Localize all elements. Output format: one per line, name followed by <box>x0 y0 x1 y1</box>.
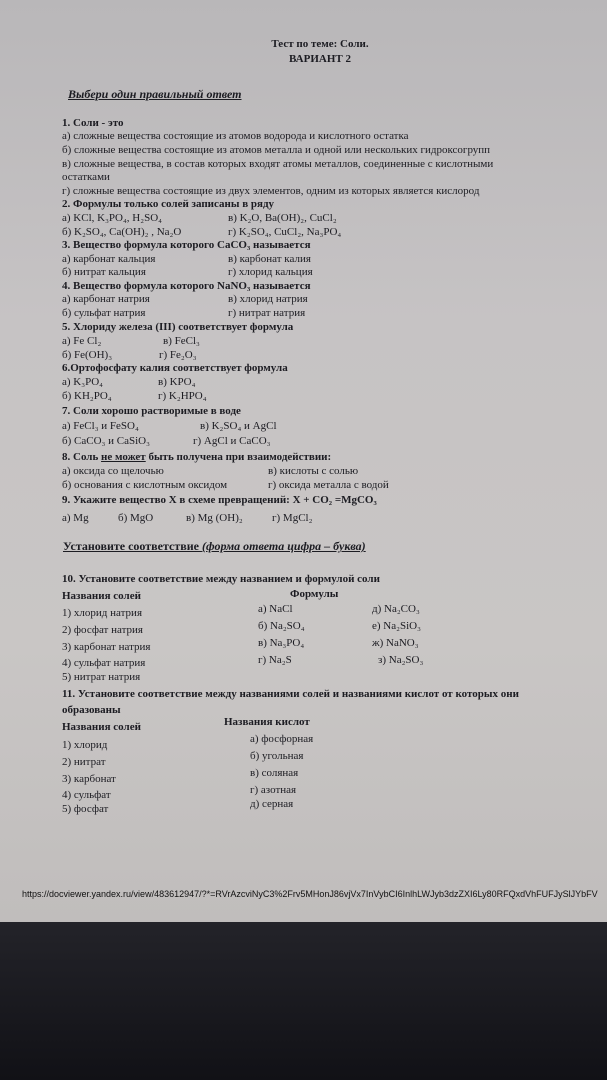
q11-acid-g: г) азотная <box>250 784 297 796</box>
q8-negation: не может <box>101 451 146 463</box>
q9-option-b: б) MgO <box>118 512 154 524</box>
footer-url: https://docviewer.yandex.ru/view/483612947/?*=RVrAzcviNyC3%2Frv5MHonJ86vjVx7InVybCI6InlhLWJyb3dzZXI6Ly80RFQxdVhFUFJySlJYbFV <box>22 889 598 899</box>
q10-formula-a: а) NaCl <box>258 603 293 615</box>
q8-option-v: в) кислоты с солью <box>268 465 359 477</box>
q6-option-a: а) K₃PO₄ <box>62 376 103 388</box>
question-6: 6.Ортофосфату калия соответствует формула <box>62 362 288 374</box>
q3-option-a: а) карбонат кальция <box>62 253 156 265</box>
question-8 <box>62 451 331 464</box>
q10-name-2: 2) фосфат натрия <box>62 624 143 636</box>
q3-option-b: б) нитрат кальция <box>62 266 146 278</box>
q2-option-b: б) K₂SO₄, Ca(OH)₂ , Na₂O <box>62 226 182 238</box>
question-5: 5. Хлориду железа (III) соответствует формула <box>62 321 294 333</box>
q11-acids-header: Названия кислот <box>224 716 310 728</box>
q9-option-v: в) Mg (OH)₂ <box>186 512 243 524</box>
q10-name-1: 1) хлорид натрия <box>62 607 143 619</box>
q10-name-5: 5) нитрат натрия <box>62 671 141 683</box>
q1-option-c: в) сложные вещества, в состав которых входят атомы металлов, соединенные с кислотными <box>62 158 494 170</box>
q1-option-b: б) сложные вещества состоящие из атомов металла и одной или нескольких гидроксогрупп <box>62 144 491 156</box>
q8-option-g: г) оксида металла с водой <box>268 479 389 491</box>
question-10: 10. Установите соответствие между названием и формулой соли <box>62 573 380 585</box>
q10-formula-g: г) Na₂S <box>258 654 292 666</box>
q10-formula-d: д) Na₂CO₃ <box>372 603 420 615</box>
q5-option-g: г) Fe₂O₃ <box>159 349 197 361</box>
q8-text-post: быть получена при взаимодействии: <box>145 451 332 463</box>
q10-formula-e: е) Na₂SiO₃ <box>372 620 421 632</box>
question-11: 11. Установите соответствие между названиями солей и названиями кислот от которых они <box>62 688 519 700</box>
q11-name-2: 2) нитрат <box>62 756 106 768</box>
q3-option-v: в) карбонат калия <box>228 253 311 265</box>
question-1: 1. Соли - это <box>62 117 124 129</box>
section-2-heading <box>63 540 366 553</box>
q7-option-a: а) FeCl₃ и FeSO₄ <box>62 420 139 432</box>
question-7: 7. Соли хорошо растворимые в воде <box>62 405 241 417</box>
q11-acid-a: а) фосфорная <box>250 733 314 745</box>
q10-formula-v: в) Na₃PO₄ <box>258 637 305 649</box>
q5-option-b: б) Fe(OH)₃ <box>62 349 113 361</box>
question-11-cont: образованы <box>62 704 121 716</box>
q11-names-header: Названия солей <box>62 721 141 733</box>
q10-formula-z: з) Na₂SO₃ <box>378 654 424 666</box>
q6-option-g: г) K₂HPO₄ <box>158 390 207 402</box>
q5-option-a: а) Fe Cl₂ <box>62 335 102 347</box>
q6-option-b: б) KH₂PO₄ <box>62 390 112 402</box>
q2-option-g: г) K₂SO₄, CuCl₂, Na₃PO₄ <box>228 226 342 238</box>
question-2: 2. Формулы только солей записаны в ряду <box>62 198 275 210</box>
question-3: 3. Вещество формула которого CaCO₃ называется <box>62 239 311 251</box>
q4-option-g: г) нитрат натрия <box>228 307 306 319</box>
page-title: Тест по теме: Соли. <box>271 38 369 50</box>
q11-name-4: 4) сульфат <box>62 789 111 801</box>
q6-option-v: в) KPO₄ <box>158 376 196 388</box>
q4-option-b: б) сульфат натрия <box>62 307 146 319</box>
q4-option-v: в) хлорид натрия <box>228 293 308 305</box>
section-2-format: (форма ответа цифра – буква) <box>201 539 366 553</box>
q11-name-1: 1) хлорид <box>62 739 108 751</box>
q10-formula-zh: ж) NaNO₃ <box>372 637 419 649</box>
q9-option-a: а) Mg <box>62 512 89 524</box>
q1-option-a: а) сложные вещества состоящие из атомов водорода и кислотного остатка <box>62 130 409 142</box>
q10-formula-b: б) Na₂SO₄ <box>258 620 305 632</box>
q11-acid-d: д) серная <box>250 798 294 810</box>
question-9: 9. Укажите вещество Х в схеме превращений: Х + СО₂ =MgCO₃ <box>62 494 377 506</box>
q11-name-3: 3) карбонат <box>62 773 116 785</box>
q11-acid-b: б) угольная <box>250 750 304 762</box>
q10-name-4: 4) сульфат натрия <box>62 657 146 669</box>
q1-option-d: г) сложные вещества состоящие из двух элементов, одним из которых является кислород <box>62 185 480 197</box>
question-4: 4. Вещество формула которого NaNO₃ называется <box>62 280 311 292</box>
q7-option-v: в) K₂SO₄ и AgCl <box>200 420 277 432</box>
q9-option-g: г) MgCl₂ <box>272 512 313 524</box>
q8-option-a: а) оксида со щелочью <box>62 465 164 477</box>
q11-name-5: 5) фосфат <box>62 803 109 815</box>
q7-option-b: б) CaCO₃ и CaSiO₃ <box>62 435 150 447</box>
q7-option-g: г) AgCl и CaCO₃ <box>193 435 271 447</box>
variant-label: ВАРИАНТ 2 <box>289 53 351 65</box>
q10-name-3: 3) карбонат натрия <box>62 641 151 653</box>
section-2-title: Установите соответствие <box>63 539 202 553</box>
q1-option-c-cont: остатками <box>62 171 110 183</box>
q3-option-g: г) хлорид кальция <box>228 266 313 278</box>
instruction-heading: Выбери один правильный ответ <box>68 87 242 101</box>
q11-acid-v: в) соляная <box>250 767 299 779</box>
q2-option-v: в) K₂O, Ba(OH)₂, CuCl₂ <box>228 212 337 224</box>
q10-names-header: Названия солей <box>62 590 141 602</box>
q8-text-pre: 8. Соль <box>62 451 102 463</box>
q10-formulas-header: Формулы <box>290 588 339 600</box>
dark-background <box>0 922 607 1080</box>
q4-option-a: а) карбонат натрия <box>62 293 150 305</box>
q2-option-a: а) KCl, K₃PO₄, H₂SO₄ <box>62 212 162 224</box>
q5-option-v: в) FeCl₃ <box>163 335 200 347</box>
q8-option-b: б) основания с кислотным оксидом <box>62 479 228 491</box>
